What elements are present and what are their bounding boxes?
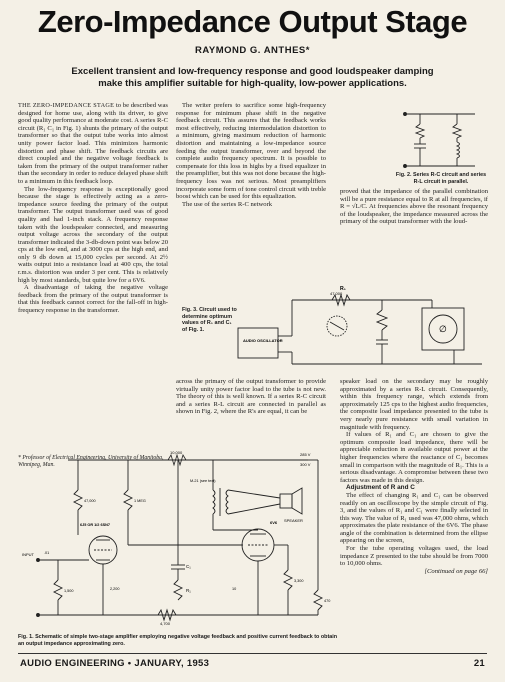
tube1-label: 6J5 OR 1/2 6SN7 — [80, 523, 110, 527]
choke-label: M-21 (see text) — [190, 479, 216, 483]
column-2-continued — [176, 378, 326, 416]
r1-label: R₁ — [340, 286, 346, 292]
fig1-schematic — [18, 450, 338, 630]
r-c-label: 1,500 — [64, 589, 74, 593]
paragraph: The writer prefers to sacrifice some high-frequency response for minimum phase shift in the negative feedback circuit. This assures that the feedback works most effectively, reducing intermodulation distortion to a minimum, giving maximum reduction of harmonic distortion and maintaining a low-impedance source feeding the output transformer, over and beyond the complete audio frequency spectrum. It is possible to compensate for this loss in highs by a fixed equalizer in the preamplifier, but this was not done because the high-frequency loss was not serious. Most preamplifiers incorporate some form of tone control circuit with treble boost which can be used for this equalization. — [176, 102, 326, 201]
author-byline: RAYMOND G. ANTHES* — [195, 45, 310, 56]
r1-value: 47,000 — [330, 291, 343, 296]
speaker-label: SPEAKER — [284, 518, 303, 523]
r-e-label: 2,200 — [110, 587, 120, 591]
fig2-caption: Fig. 2. Series R-C circuit and series R-L circuit in parallel. — [395, 172, 487, 185]
paragraph: across the primary of the output transformer to provide virtually unity power factor load to the tube is not new. The theory of this is well known. If a series R-C circuit and a series R-L circuit are connected in parallel as shown in Fig. 2, where the R's are equal, it can be — [176, 378, 326, 416]
paragraph: If values of R₁ and C₁ are chosen to give the optimum composite load impedance, there will be appreciable reduction in available output power at the higher frequencies where the reactance of C₁ becomes small in comparison with the magnitude of R₁. This is a serious disadvantage. A compromise between these two factors was made in this design. — [340, 431, 488, 484]
paragraph — [18, 102, 168, 186]
paragraph: The use of the series R-C network — [182, 200, 273, 208]
footer-publication: AUDIO ENGINEERING • JANUARY, 1953 — [20, 658, 210, 669]
osc-label: AUDIO OSCILLATOR — [243, 338, 283, 343]
paragraph: A disadvantage of taking the negative voltage feedback from the primary of the output transformer is that this feedback cannot correct for the fall-off in high-frequency response in the transformer. — [18, 284, 168, 315]
top-res-label: 10,000 — [170, 450, 183, 455]
footnote: * Professor of Electrical Engineering, University of Manitoba, Winnipeg, Man. — [18, 455, 164, 468]
lead-paragraph-text: to be described was designed for home use, along with its driver, to give good quality performance at moderate cost. A series R-C circuit (R₁ C₁ in Fig. 1) shunts the primary of the output transformer so that the output tube works into almost unity power factor load. This minimizes harmonic distortion and phase shift. The feedback circuits are direct coupled and the negative voltage feedback is taken from the primary of the output transformer rather than the secondary in order to reduce delayed phase shift to a minimum in this feedback loop. — [18, 102, 169, 185]
r-f-label: 470 — [324, 599, 331, 603]
paragraph: proved that the impedance of the parallel combination will be a pure resistance equal to R at all frequencies, if R = √L/C. At frequencies above the resonant frequency of the loudspeaker, the impedance measured across the primary of the output transformer with the loud- — [340, 188, 488, 226]
bplus2-label: 300 V — [300, 462, 311, 467]
column-3-continued — [340, 378, 488, 575]
fig3-caption: Fig. 3. Circuit used to determine optimum values of R₁ and C₁ of Fig. 1. — [182, 307, 237, 333]
r1-label: R₁ — [186, 588, 191, 593]
paragraph: For the tube operating voltages used, the load impedance Z presented to the tube should be from 7000 to 10,000 ohms. — [340, 545, 488, 568]
cap-b-label: 10 — [232, 587, 237, 591]
scope-symbol-icon: ∅ — [439, 324, 447, 334]
column-1 — [18, 102, 168, 315]
page-number: 21 — [473, 658, 485, 669]
article-subtitle: Excellent transient and low-frequency response and good loudspeaker damping make this amplifier suitable for high-quality, low-power applications. — [71, 66, 434, 89]
lead-in: THE ZERO-IMPEDANCE STAGE — [18, 102, 115, 109]
tube2-label: 6V6 — [270, 520, 278, 525]
bplus-label: 285 V — [300, 452, 311, 457]
footer-rule — [18, 653, 487, 654]
audio-oscillator-box — [238, 328, 278, 358]
r-d-label: 3,300 — [294, 579, 304, 583]
page-footer — [20, 658, 485, 669]
c1-label: C₁ — [186, 564, 191, 569]
continued-note: [Continued on page 66] — [424, 567, 488, 575]
r-b-label: 1 MEG — [134, 499, 146, 503]
fig2-circuit — [395, 110, 485, 170]
cap-a-label: .01 — [44, 551, 50, 555]
column-2 — [176, 102, 326, 208]
r-a-label: 47,000 — [84, 499, 96, 503]
article-title: Zero-Impedance Output Stage — [37, 4, 468, 39]
paragraph: The low-frequency response is exceptionally good because the stage is effectively acting as a zero-impedance source feeding the primary of the output transformer. The output transformer used was of good quality and had 1-inch stack. A frequency response taken with the loudspeaker connected, and measuring output voltage across the secondary of the output transformer indicated the 3-db-down point was below 20 cps at the low end, and at 3000 cps at the high end, and only 9 db down at 15,000 cycles per second. At 2½ watts output into a resistance load at 400 cps, the total r.m.s. distortion was under 3 per cent. This is relatively high by most standards, but quite low for a 6V6. — [18, 185, 168, 284]
column-3 — [340, 188, 488, 226]
paragraph: speaker load on the secondary may be roughly approximated by a series R-L circuit. Consequently, within this frequency range, which extends from approximately 125 cps to the highest audio frequencies, the composite load impedance presented to the tube is very nearly pure resistance with small variation in magnitude with frequency. — [340, 378, 488, 431]
input-label: INPUT — [22, 552, 34, 557]
paragraph: The effect of changing R₁ and C₁ can be observed readily on an oscilloscope by the simple circuit of Fig. 3, and the values of R₁ and C₁ were finally selected in this way. The value of R₁ used was 47,000 ohms, which approximates the plate resistance of the 6V6. The phase angle of the combination is determined from the ellipse appearing on the screen, — [340, 491, 488, 545]
section-heading: Adjustment of R and C — [346, 484, 415, 492]
bottom-res-label: 4,700 — [160, 621, 171, 626]
fig1-caption: Fig. 1. Schematic of simple two-stage amplifier employing negative voltage feedback and positive current feedback to obtain an output impedance approximating zero. — [18, 634, 338, 647]
fig3-circuit — [232, 278, 494, 376]
